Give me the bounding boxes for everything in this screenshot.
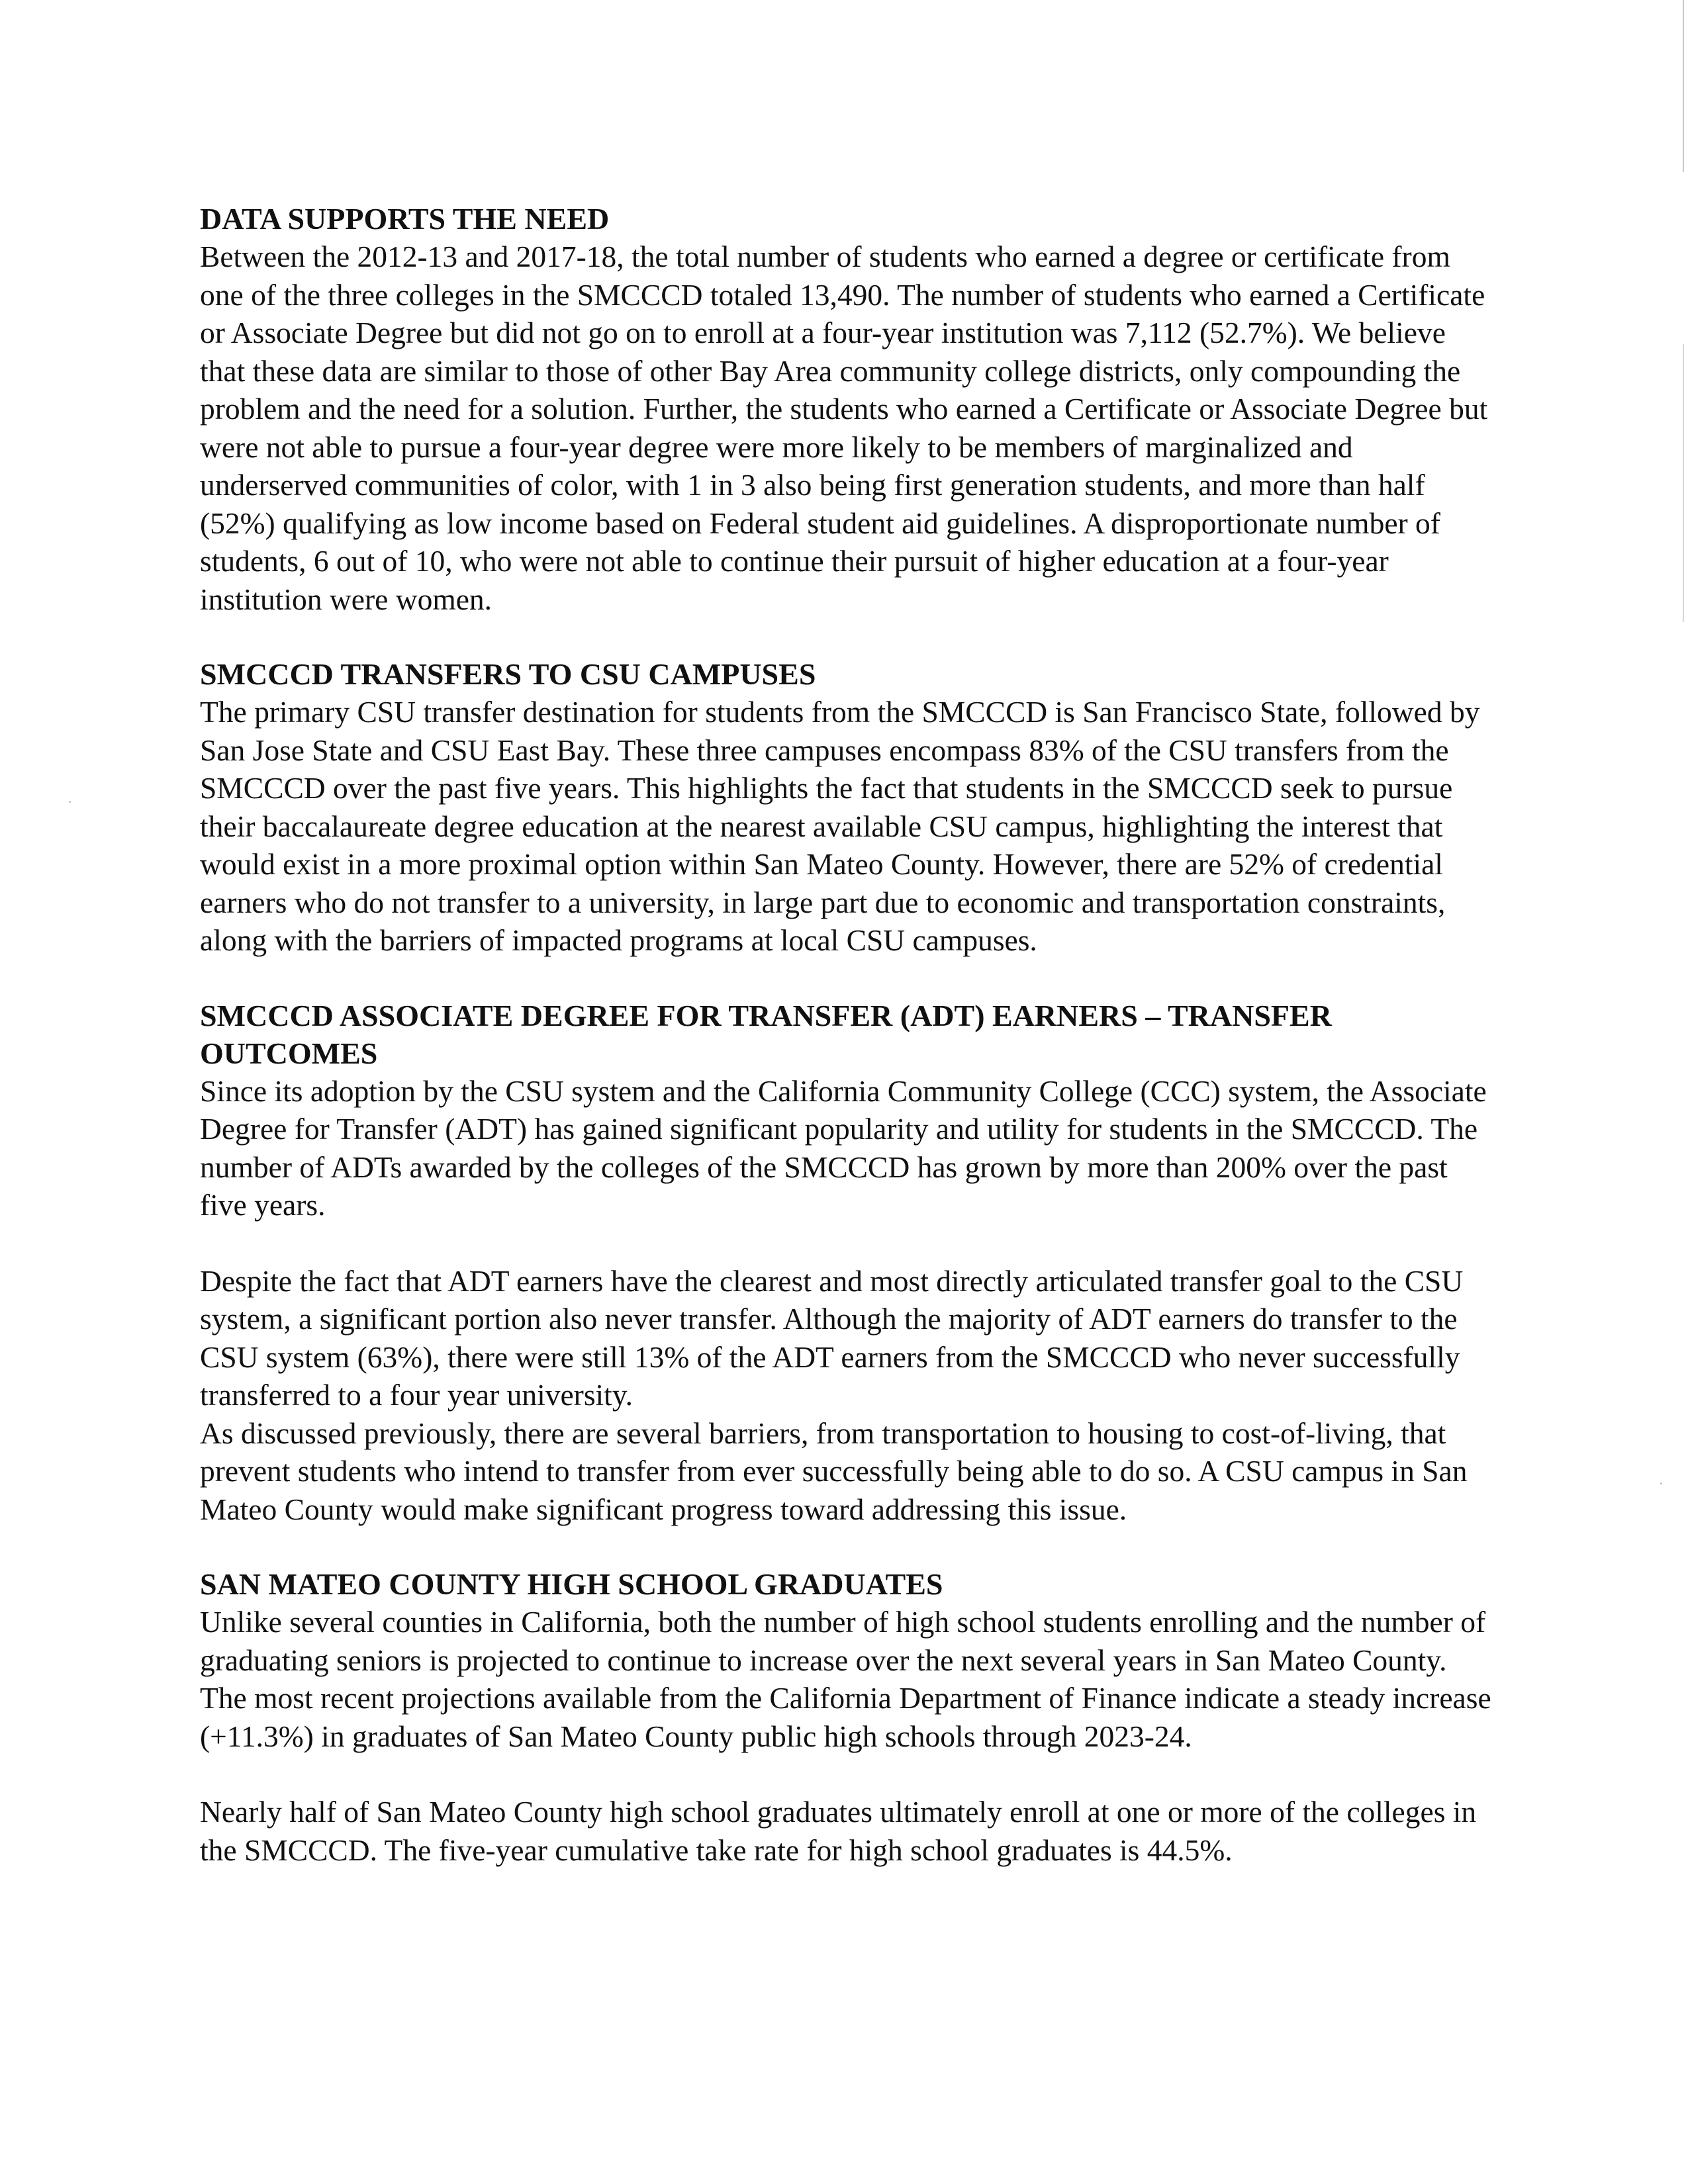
paragraph: The primary CSU transfer destination for students from the SMCCCD is San Francisco State, followed by San Jose State and CSU East Bay. These three campuses encompass 83% of the CSU transfers from the SMCCCD over the past five years. This highlights the fact that students in the SMCCCD seek to pursue their baccalaureate degree education at the nearest available CSU campus, highlighting the interest that would exist in a more proximal option within San Mateo County. However, there are 52% of credential earners who do not transfer to a university, in large part due to economic and transportation constraints, along with the barriers of impacted programs at local CSU campuses.: [200, 695, 1480, 957]
section-heading: DATA SUPPORTS THE NEED: [200, 202, 610, 236]
paragraph: Despite the fact that ADT earners have the clearest and most directly articulated transfer goal to the CSU system, a significant portion also never transfer. Although the majority of ADT earners do transfer to the CSU system (63%), there were still 13% of the ADT earners from the SMCCCD who never successfully transferred to a four year university.: [200, 1263, 1464, 1412]
section-heading: SAN MATEO COUNTY HIGH SCHOOL GRADUATES: [200, 1567, 943, 1601]
paragraph: As discussed previously, there are several barriers, from transportation to housing to cost-of-living, that prevent students who intend to transfer from ever successfully being able to do so. A CSU campus in San Mateo County would make significant progress toward addressing this issue.: [200, 1416, 1468, 1526]
scan-edge-mark: [1683, 344, 1684, 622]
scan-speck: [69, 801, 71, 803]
section-adt-earners-transfer-outcomes: [200, 997, 1497, 1529]
paragraph: Between the 2012-13 and 2017-18, the total number of students who earned a degree or certificate from one of the three colleges in the SMCCCD totaled 13,490. The number of students who earned a Certificate or Associate Degree but did not go on to enroll at a four-year institution was 7,112 (52.7%). We believe that these data are similar to those of other Bay Area community college districts, only compounding the problem and the need for a solution. Further, the students who earned a Certificate or Associate Degree but were not able to pursue a four-year degree were more likely to be members of marginalized and underserved communities of color, with 1 in 3 also being first generation students, and more than half (52%) qualifying as low income based on Federal student aid guidelines. A disproportionate number of students, 6 out of 10, who were not able to continue their pursuit of higher education at a four-year institution were women.: [200, 240, 1488, 616]
scan-speck: [1660, 1482, 1662, 1484]
scan-edge-mark: [1683, 0, 1684, 172]
section-data-supports-the-need: [200, 200, 1497, 618]
section-smcccd-transfers-to-csu: [200, 655, 1497, 960]
paragraph: Nearly half of San Mateo County high school graduates ultimately enroll at one or more of the colleges in the SMCCCD. The five-year cumulative take rate for high school graduates is 44.5%.: [200, 1795, 1477, 1867]
section-high-school-graduates: [200, 1565, 1497, 1869]
section-heading: SMCCCD TRANSFERS TO CSU CAMPUSES: [200, 657, 816, 691]
paragraph: Since its adoption by the CSU system and the California Community College (CCC) system, the Associate Degree for Transfer (ADT) has gained significant popularity and utility for students in the SMCCCD. The number of ADTs awarded by the colleges of the SMCCCD has grown by more than 200% over the past five years.: [200, 1073, 1487, 1222]
section-heading: SMCCCD ASSOCIATE DEGREE FOR TRANSFER (ADT) EARNERS – TRANSFER OUTCOMES: [200, 998, 1332, 1070]
paragraph: Unlike several counties in California, both the number of high school students enrolling and the number of graduating seniors is projected to continue to increase over the next several years in San Mateo County. The most recent projections available from the California Department of Finance indicate a steady increase (+11.3%) in graduates of San Mateo County public high schools through 2023-24.: [200, 1605, 1491, 1753]
document-body: [200, 200, 1497, 1906]
